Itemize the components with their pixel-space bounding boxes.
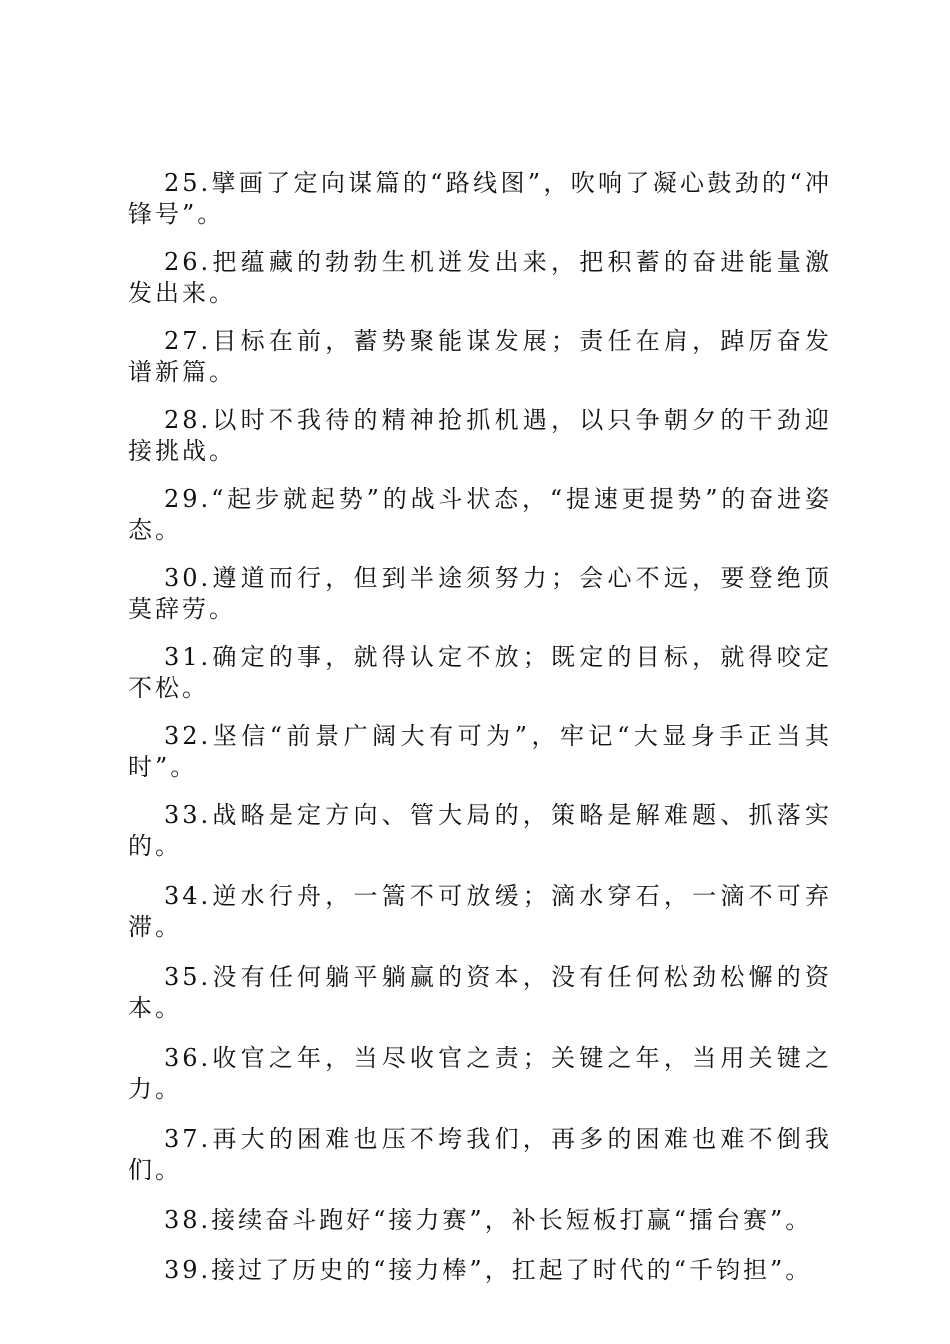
slogan-item-37: 37.再大的困难也压不垮我们，再多的困难也难不倒我们。 [128, 1125, 832, 1184]
slogan-item-26: 26.把蕴藏的勃勃生机迸发出来，把积蓄的奋进能量激发出来。 [128, 248, 832, 307]
slogan-item-35: 35.没有任何躺平躺赢的资本，没有任何松劲松懈的资本。 [128, 963, 832, 1022]
slogan-item-27: 27.目标在前，蓄势聚能谋发展；责任在肩，踔厉奋发谱新篇。 [128, 327, 832, 386]
slogan-item-29: 29.“起步就起势”的战斗状态，“提速更提势”的奋进姿态。 [128, 485, 832, 544]
slogan-item-38: 38.接续奋斗跑好“接力赛”，补长短板打赢“擂台赛”。 [164, 1206, 813, 1234]
slogan-item-39: 39.接过了历史的“接力棒”，扛起了时代的“千钧担”。 [164, 1256, 813, 1284]
slogan-item-33: 33.战略是定方向、管大局的，策略是解难题、抓落实的。 [128, 801, 832, 860]
slogan-item-30: 30.遵道而行，但到半途须努力；会心不远，要登绝顶莫辞劳。 [128, 564, 832, 623]
slogan-item-28: 28.以时不我待的精神抢抓机遇，以只争朝夕的干劲迎接挑战。 [128, 406, 832, 465]
slogan-item-25: 25.擘画了定向谋篇的“路线图”，吹响了凝心鼓劲的“冲锋号”。 [128, 169, 832, 228]
slogan-item-31: 31.确定的事，就得认定不放；既定的目标，就得咬定不松。 [128, 643, 832, 702]
slogan-item-34: 34.逆水行舟，一篙不可放缓；滴水穿石，一滴不可弃滞。 [128, 882, 832, 941]
slogan-item-36: 36.收官之年，当尽收官之责；关键之年，当用关键之力。 [128, 1044, 832, 1103]
slogan-list [128, 168, 832, 1305]
slogan-item-32: 32.坚信“前景广阔大有可为”，牢记“大显身手正当其时”。 [128, 722, 832, 781]
